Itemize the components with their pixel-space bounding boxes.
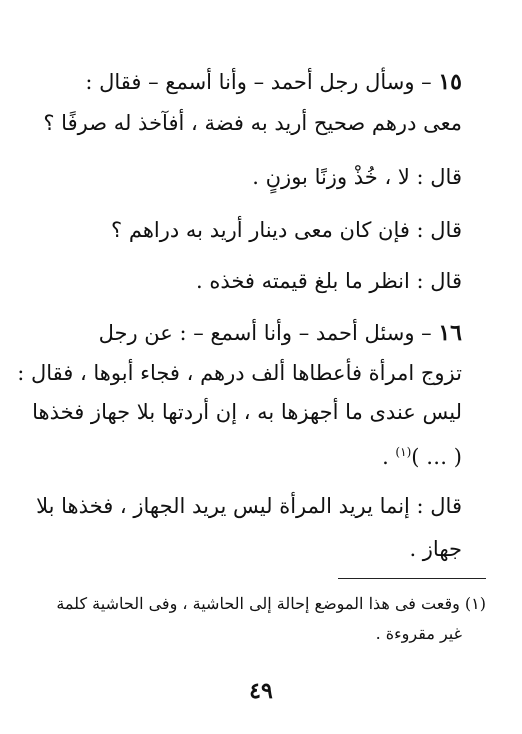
para15-line1-text: – وسأل رجل أحمد – وأنا أسمع – فقال : — [85, 70, 439, 94]
para16-number: ١٦ — [438, 320, 462, 346]
footnote-divider — [338, 578, 486, 579]
para15-line1 — [85, 67, 462, 97]
answer3-line1: قال : إنما يريد المرأة ليس يريد الجهاز ، فخذها بلا — [36, 494, 462, 518]
question2-line: قال : فإن كان معى دينار أريد به دراهم ؟ — [111, 218, 462, 242]
footnote-line2: غير مقروءة . — [375, 624, 462, 643]
para16-line4 — [382, 437, 462, 472]
para16-line1-text: – وسئل أحمد – وأنا أسمع – : عن رجل — [98, 321, 439, 345]
answer2-line: قال : انظر ما بلغ قيمته فخذه . — [195, 269, 462, 293]
footnote-line1: (١) وقعت فى هذا الموضع إحالة إلى الحاشية ، وفى الحاشية كلمة — [56, 594, 486, 613]
answer3-line2: جهاز . — [409, 537, 462, 561]
answer1-line: قال : لا ، خُذْ وزنًا بوزنٍ . — [252, 165, 462, 189]
para16-line3: ليس عندى ما أجهزها به ، إن أردتها بلا جهاز فخذها — [32, 400, 462, 424]
ellipsis-marker: ( … ) — [411, 445, 462, 469]
footnote-ref: (١) — [395, 445, 412, 459]
para16-line4-end: . — [382, 445, 396, 469]
para16-line1 — [99, 318, 462, 348]
page-number: ٤٩ — [249, 678, 273, 704]
para16-line2: تزوج امرأة فأعطاها ألف درهم ، فجاء أبوها ، فقال : — [17, 361, 462, 385]
para15-number: ١٥ — [438, 69, 462, 95]
para15-line2: معى درهم صحيح أريد به فضة ، أفآخذ له صرفًا ؟ — [43, 111, 462, 135]
